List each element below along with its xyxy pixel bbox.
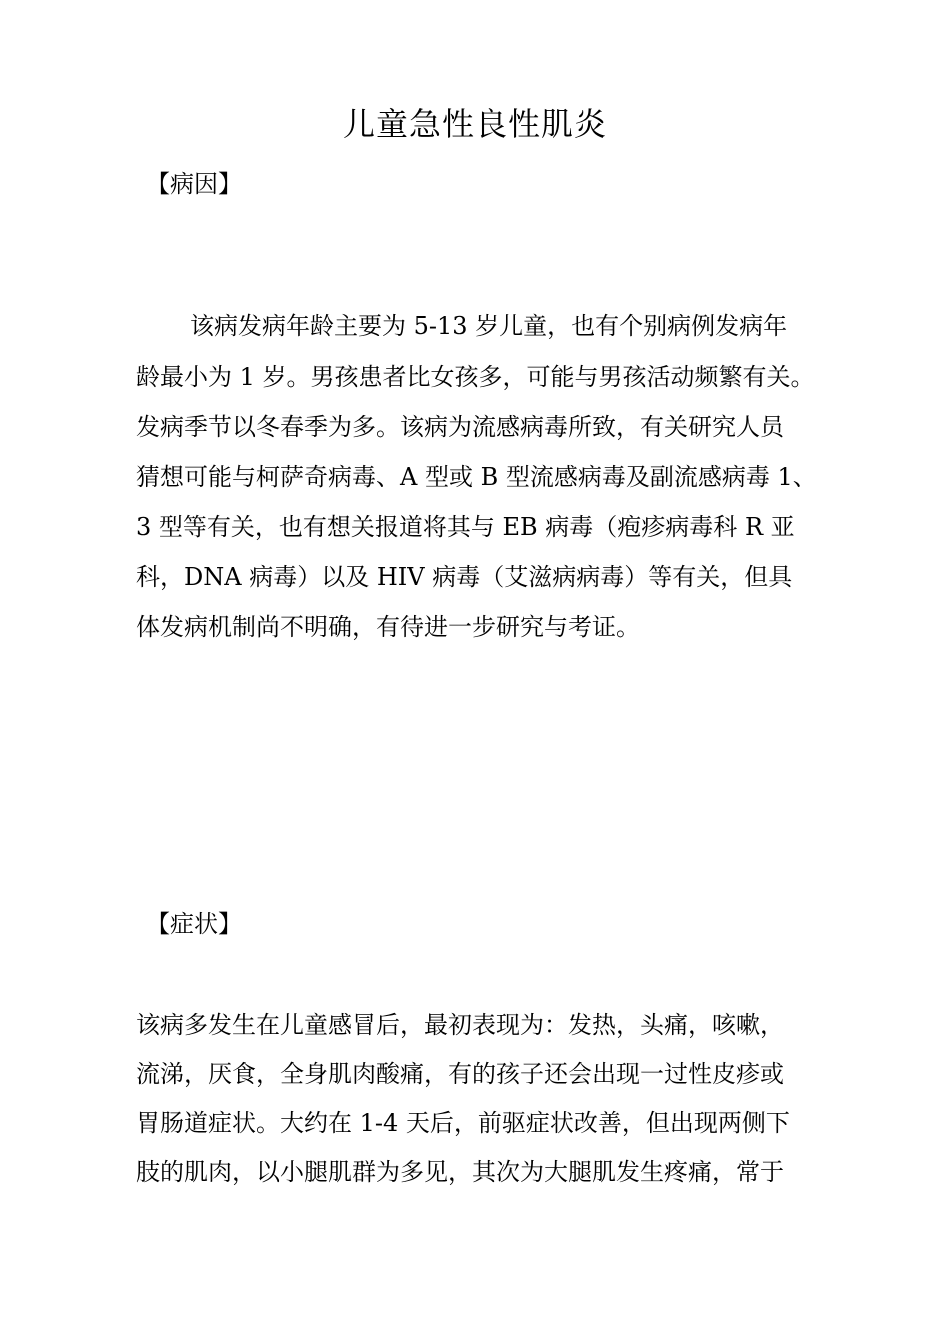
- cause-paragraph-line: 猜想可能与柯萨奇病毒、A 型或 B 型流感病毒及副流感病毒 1、: [136, 463, 817, 491]
- section-heading-cause: 【病因】: [146, 170, 242, 198]
- cause-paragraph-line: 3 型等有关，也有想关报道将其与 EB 病毒（疱疹病毒科 R 亚: [136, 513, 795, 541]
- symptoms-paragraph-line: 胃肠道症状。大约在 1-4 天后，前驱症状改善，但出现两侧下: [136, 1109, 790, 1137]
- cause-paragraph-line: 体发病机制尚不明确，有待进一步研究与考证。: [136, 613, 640, 641]
- cause-paragraph-line: 发病季节以冬春季为多。该病为流感病毒所致，有关研究人员: [136, 413, 784, 441]
- symptoms-paragraph-line: 肢的肌肉，以小腿肌群为多见，其次为大腿肌发生疼痛，常于: [136, 1158, 784, 1186]
- symptoms-paragraph-line: 该病多发生在儿童感冒后，最初表现为：发热，头痛，咳嗽，: [136, 1011, 784, 1039]
- cause-paragraph-line: 科，DNA 病毒）以及 HIV 病毒（艾滋病病毒）等有关，但具: [136, 563, 793, 591]
- section-heading-symptoms: 【症状】: [146, 910, 242, 938]
- symptoms-paragraph-line: 流涕，厌食，全身肌肉酸痛，有的孩子还会出现一过性皮疹或: [136, 1060, 784, 1088]
- cause-paragraph-line: 龄最小为 1 岁。男孩患者比女孩多，可能与男孩活动频繁有关。: [136, 363, 815, 391]
- document-title: 儿童急性良性肌炎: [342, 105, 607, 143]
- cause-paragraph-line: 该病发病年龄主要为 5-13 岁儿童，也有个别病例发病年: [190, 312, 788, 340]
